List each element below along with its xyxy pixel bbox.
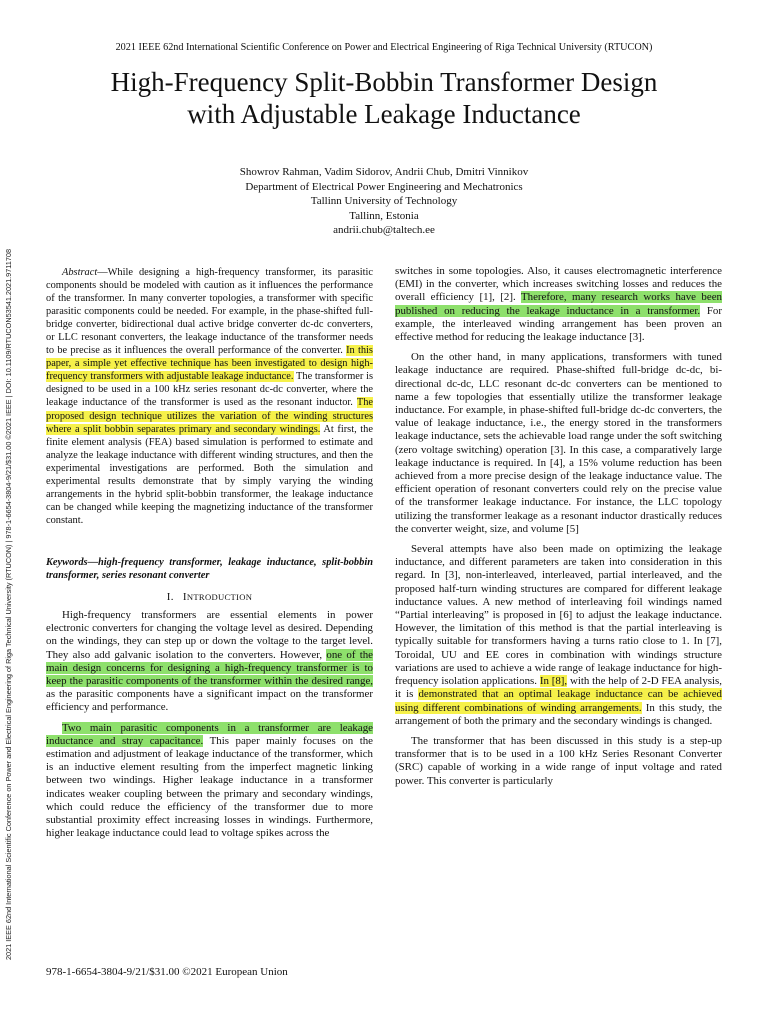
intro-text-1b: as the parasitic components have a significant impact on the transformer efficiency and performance.	[46, 688, 373, 714]
title-line-1: High-Frequency Split-Bobbin Transformer Design	[110, 67, 658, 97]
abstract-highlight-2: The proposed design technique utilizes the variation of the winding structures where a split bobbin separates primary and secondary windings.	[46, 397, 373, 435]
paper-title	[30, 66, 738, 130]
intro-highlight-2: Two main parasitic components in a transformer are leakage inductance and stray capacitance.	[46, 721, 373, 747]
intro-text-2b: This paper mainly focuses on the estimation and adjustment of leakage inductance of the transformer, which is an inductive element resulting from the imperfect magnetic linking between two windings. Higher leakage inductance in a transformer indicates weaker coupling between the primary and secondary windings, which could reduce the efficiency of the transformer due to more substantial proximity effect increasing losses in windings. Furthermore, higher leakage inductance could lead to voltage spikes across the	[46, 734, 374, 840]
abstract-dash: —	[97, 267, 108, 278]
author-email[interactable]: andrii.chub@taltech.ee	[333, 224, 435, 237]
author-university: Tallinn University of Technology	[310, 195, 458, 208]
right-text-3a: Several attempts have also been made on optimizing the leakage inductance, and different parameters are taken into consideration in this regard. In [3], non-interleaved, interleaved, partial interleaved, and the proposed half-turn winding structures are compared for different leakage inductance values. A new method of interleaving foil windings named “Partial interleaving” is proposed in [6] to adjust the leakage inductance. However, the limitation of this method is that the partial interleaving is typically suitable for transformers having a turns ratio close to 1. In [7], Toroidal, UU and EE cores in combination with windings structure variations are used to achieve a wide range of leakage inductance for high-frequency isolation applications.	[395, 543, 722, 688]
intro-text-1a: High-frequency transformers are essential elements in power electronic converters for changing the voltage level as desired. Depending on the windings, they can step up or down the voltage to the target level. They also add galvanic isolation to the converters. However,	[46, 609, 373, 661]
conference-header: 2021 IEEE 62nd International Scientific Conference on Power and Electrical Engineering of Riga Technical University (RTUCON)	[115, 42, 653, 53]
section-number: I.	[166, 591, 174, 603]
abstract-label: Abstract	[62, 267, 98, 278]
abstract-text-1: While designing a high-frequency transformer, its parasitic components should be modeled with caution as it influences the performance of the transformer. In many converter topologies, a transformer with specific parasitic components could be needed. For example, in the phase-shifted full-bridge converter, bidirectional dual active bridge converter dc-dc converters, or LLC resonant converters, the leakage inductance of the transformer needs to be precise as it influences the overall performance of the converter.	[46, 267, 373, 357]
author-block	[0, 165, 768, 238]
abstract-highlight-1: In this paper, a simple yet effective technique has been investigated to design high-frequency transformers with adjustable leakage inductance.	[46, 345, 373, 383]
author-city: Tallinn, Estonia	[349, 209, 419, 222]
copyright-footer: 978-1-6654-3804-9/21/$31.00 ©2021 European Union	[46, 966, 288, 978]
right-paragraph-4: The transformer that has been discussed in this study is a step-up transformer that is to be used in a 100 kHz Series Resonant Converter (SRC) capable of working in a wide range of input voltage and rated power. This converter is particularly	[395, 734, 722, 787]
keywords: Keywords—high-frequency transformer, leakage inductance, split-bobbin transformer, series resonant converter	[46, 557, 373, 581]
abstract-text-2: The transformer is designed to be used in a 100 kHz series resonant dc-dc converter, where the leakage inductance of the transformer is used as the resonant inductor.	[46, 371, 373, 409]
introduction-body	[46, 609, 373, 840]
right-column-body	[395, 265, 722, 788]
author-department: Department of Electrical Power Engineering and Mechatronics	[245, 180, 523, 193]
section-title-initial: I	[182, 591, 187, 603]
right-text-1b: For example, the interleaved winding arrangement has been proven an effective method for reducing the leakage inductance [3].	[395, 304, 722, 344]
right-highlight-1: Therefore, many research works have been published on reducing the leakage inductance in a transformer.	[395, 291, 722, 317]
doi-sidebar: 2021 IEEE 62nd International Scientific Conference on Power and Electrical Engineering of Riga Technical University (RTUCON) | 978-1-6654-3804-9/21/$31.00 ©2021 IEEE | DOI: 10.1109/RTUCON53541.2021.9711708	[4, 248, 13, 960]
section-title-rest: NTRODUCTION	[186, 592, 253, 602]
right-text-1a: switches in some topologies. Also, it causes electromagnetic interference (EMI) in the converter, which increases switching losses and reduces the overall efficiency [1], [2].	[395, 265, 722, 304]
intro-highlight-1: one of the main design concerns for designing a high-frequency transformer is to keep the parasitic components of the transformer within the desired range,	[46, 648, 373, 688]
right-paragraph-2: On the other hand, in many applications, transformers with tuned leakage inductance are required. Phase-shifted full-bridge dc-dc, bi-directional dc-dc, LLC resonant dc-dc converters can be mentioned to name a few topologies that essentially utilize the transformer leakage inductance. For example, in phase-shifted full-bridge dc-dc converters, the value of leakage inductance, i.e., the energy stored in the transformers leakage inductance, sets the achievable load range under the soft switching (zero voltage switching) operation [3]. In this case, a comparatively large leakage inductance is required. In [4], a 15% volume reduction has been achieved from a more precise design of the leakage inductance value. The efficient operation of resonant converters could rely on the precise value of the transformer leakage inductance. For instance, the LLC topology utilizing the transformer leakage as a resonant inductor drastically reduces the converter weight, size, and volume [5]	[395, 351, 722, 535]
abstract-text-3: At first, the finite element analysis (FEA) based simulation is performed to estimate and analyze the leakage inductance with different winding structures, and then the experimental investigations are performed. Both the simulation and experimental results demonstrate that by simply varying the winding arrangements in the hybrid split-bobbin transformer, the leakage inductance can be changed while keeping the magnetizing inductance of the transformer constant.	[46, 423, 373, 526]
title-line-2: with Adjustable Leakage Inductance	[187, 99, 581, 129]
abstract	[46, 266, 373, 527]
right-text-3b: In this study, the arrangement of both the primary and the secondary windings is changed.	[395, 701, 722, 727]
right-highlight-3: demonstrated that an optimal leakage inductance can be achieved using different combinations of winding arrangements.	[395, 688, 722, 714]
right-text-3-mid: with the help of 2-D FEA analysis, it is	[395, 675, 722, 701]
author-names: Showrov Rahman, Vadim Sidorov, Andrii Chub, Dmitri Vinnikov	[239, 166, 529, 178]
right-highlight-2: In [8],	[539, 675, 568, 688]
section-heading-introduction	[46, 591, 373, 603]
